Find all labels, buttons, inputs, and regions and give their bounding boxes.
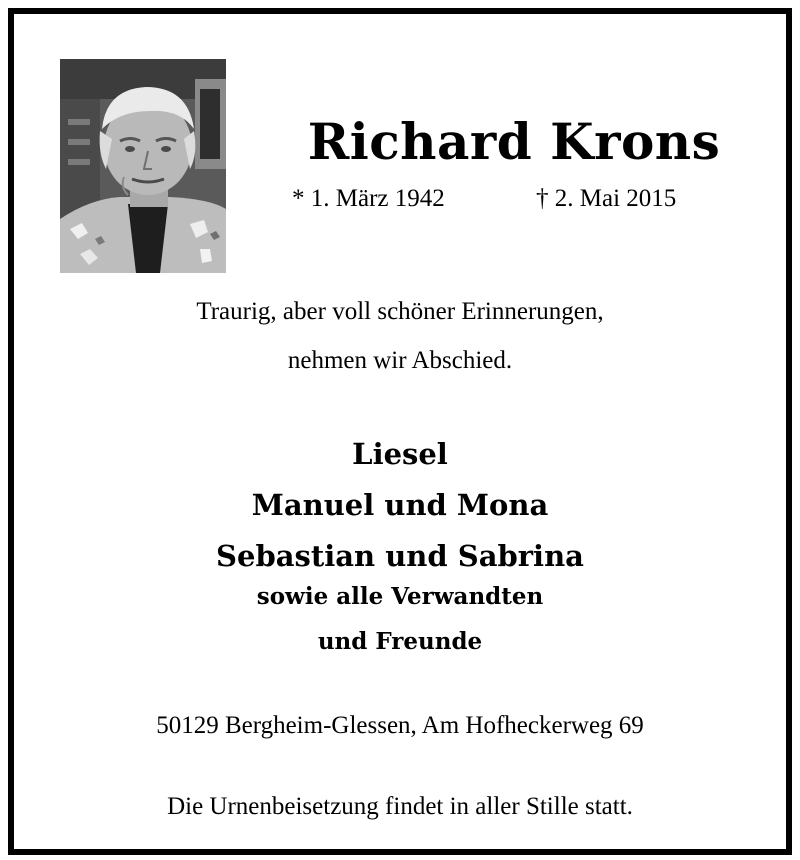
intro-line-1: Traurig, aber voll schöner Erinnerungen, xyxy=(196,298,604,325)
death-date: † 2. Mai 2015 xyxy=(536,185,677,212)
mourner-liesel: Liesel xyxy=(352,437,448,471)
obituary-notice xyxy=(8,8,792,855)
deceased-name: Richard Krons xyxy=(307,112,721,171)
mourner-manuel-mona: Manuel und Mona xyxy=(251,488,549,522)
mourner-sebastian-sabrina: Sebastian und Sabrina xyxy=(216,539,584,573)
mourner-friends: und Freunde xyxy=(317,628,483,655)
mourner-relatives: sowie alle Verwandten xyxy=(256,583,544,610)
portrait-photo xyxy=(60,59,226,273)
portrait-image xyxy=(60,59,226,273)
birth-date: * 1. März 1942 xyxy=(292,185,445,212)
closing-note: Die Urnenbeisetzung findet in aller Stille statt. xyxy=(167,793,633,820)
intro-line-2: nehmen wir Abschied. xyxy=(287,347,513,374)
address: 50129 Bergheim-Glessen, Am Hofheckerweg 69 xyxy=(156,712,644,739)
